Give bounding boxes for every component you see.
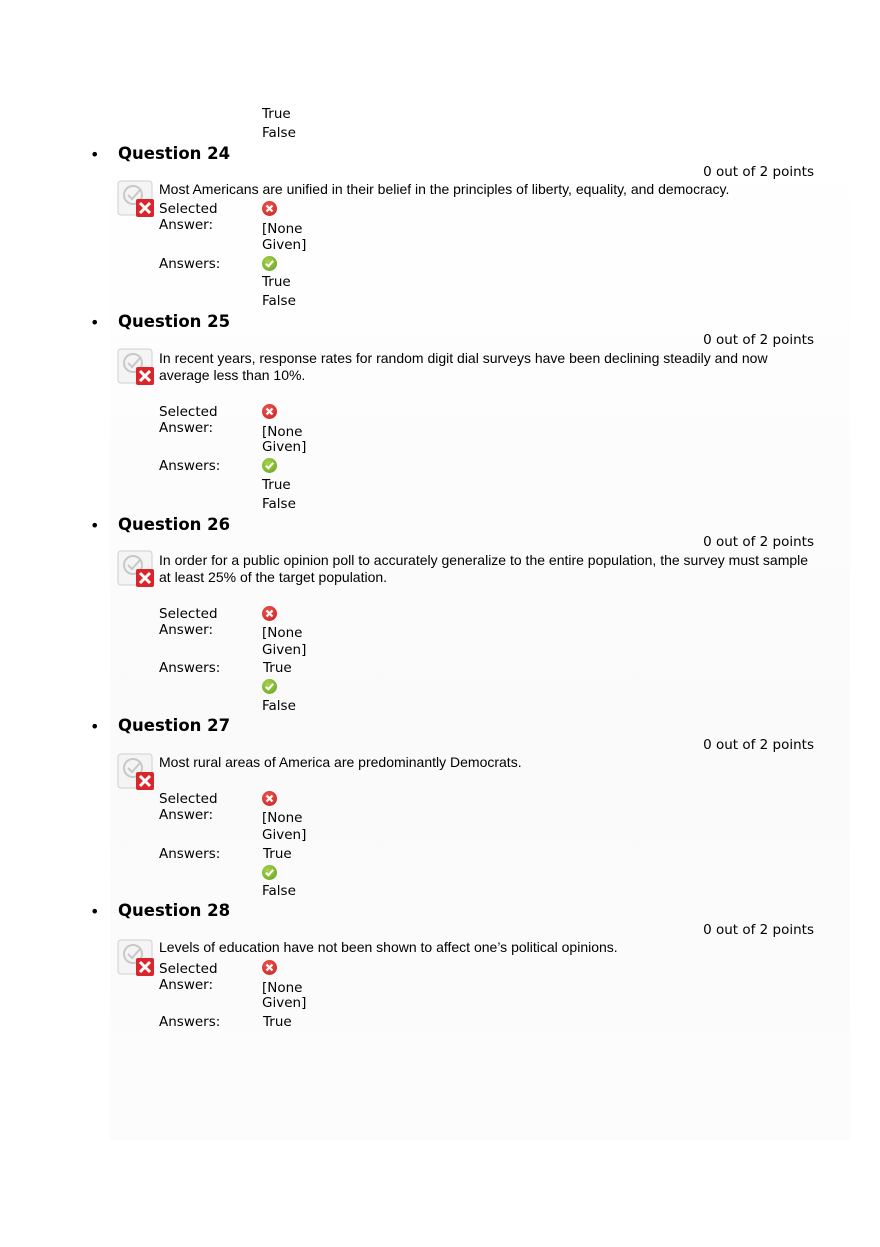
none-given-line1: [None — [262, 980, 303, 996]
bullet: • — [90, 717, 100, 736]
incorrect-status-icon — [117, 939, 155, 977]
question-points: 0 out of 2 points — [703, 164, 814, 180]
question-points: 0 out of 2 points — [703, 534, 814, 550]
answer-option: True — [262, 477, 291, 493]
answer-option: False — [262, 293, 296, 309]
question-title: Question 26 — [118, 515, 231, 534]
correct-check-icon — [262, 679, 277, 694]
answers-label: Answers: — [159, 846, 221, 862]
question-points: 0 out of 2 points — [703, 737, 814, 753]
answer-option: True — [262, 274, 291, 290]
answer-label: Answer: — [159, 807, 214, 823]
question-text: Most Americans are unified in their belief in the principles of liberty, equality, and democracy. — [159, 181, 730, 197]
answers-label: Answers: — [159, 1014, 221, 1030]
answer-option: True — [263, 660, 292, 676]
none-given-line1: [None — [262, 424, 303, 440]
incorrect-status-icon — [117, 550, 155, 588]
answer-option: False — [262, 496, 296, 512]
incorrect-icon — [262, 201, 277, 216]
none-given-line2: Given] — [262, 827, 307, 843]
bullet: • — [90, 313, 100, 332]
none-given-line2: Given] — [262, 995, 307, 1011]
selected-label: Selected — [159, 606, 218, 622]
question-text-line2: average less than 10%. — [159, 367, 306, 383]
incorrect-status-icon — [117, 348, 155, 386]
answer-option: True — [263, 846, 292, 862]
question-text-line1: In recent years, response rates for random digit dial surveys have been declining steadily and now — [159, 350, 768, 366]
bullet: • — [90, 516, 100, 535]
answer-option: False — [262, 883, 296, 899]
content-background — [110, 140, 850, 1140]
incorrect-icon — [262, 404, 277, 419]
none-given-line1: [None — [262, 221, 303, 237]
incorrect-icon — [262, 960, 277, 975]
answers-label: Answers: — [159, 256, 221, 272]
question-text-line2: at least 25% of the target population. — [159, 569, 388, 585]
answer-option: False — [262, 698, 296, 714]
answers-label: Answers: — [159, 458, 221, 474]
none-given-line1: [None — [262, 810, 303, 826]
question-points: 0 out of 2 points — [703, 922, 814, 938]
incorrect-status-icon — [117, 753, 155, 791]
none-given-line1: [None — [262, 625, 303, 641]
selected-label: Selected — [159, 791, 218, 807]
answer-label: Answer: — [159, 217, 214, 233]
none-given-line2: Given] — [262, 439, 307, 455]
answer-label: Answer: — [159, 977, 214, 993]
selected-label: Selected — [159, 201, 218, 217]
question-title: Question 28 — [118, 901, 231, 920]
question-title: Question 27 — [118, 716, 231, 735]
bullet: • — [90, 145, 100, 164]
question-title: Question 25 — [118, 312, 231, 331]
selected-label: Selected — [159, 404, 218, 420]
none-given-line2: Given] — [262, 642, 307, 658]
question-text: Levels of education have not been shown to affect one’s political opinions. — [159, 939, 618, 955]
selected-label: Selected — [159, 961, 218, 977]
none-given-line2: Given] — [262, 237, 307, 253]
prev-option-true: True — [262, 106, 291, 122]
question-points: 0 out of 2 points — [703, 332, 814, 348]
question-text-line1: In order for a public opinion poll to accurately generalize to the entire population, the survey must sample — [159, 552, 809, 568]
question-title: Question 24 — [118, 144, 231, 163]
answers-label: Answers: — [159, 660, 221, 676]
incorrect-icon — [262, 606, 277, 621]
prev-option-false: False — [262, 125, 296, 141]
answer-option: True — [263, 1014, 292, 1030]
question-text: Most rural areas of America are predominantly Democrats. — [159, 754, 522, 770]
answer-label: Answer: — [159, 622, 214, 638]
incorrect-status-icon — [117, 180, 155, 218]
correct-check-icon — [262, 256, 277, 271]
answer-label: Answer: — [159, 420, 214, 436]
correct-check-icon — [262, 458, 277, 473]
bullet: • — [90, 902, 100, 921]
incorrect-icon — [262, 791, 277, 806]
correct-check-icon — [262, 865, 277, 880]
